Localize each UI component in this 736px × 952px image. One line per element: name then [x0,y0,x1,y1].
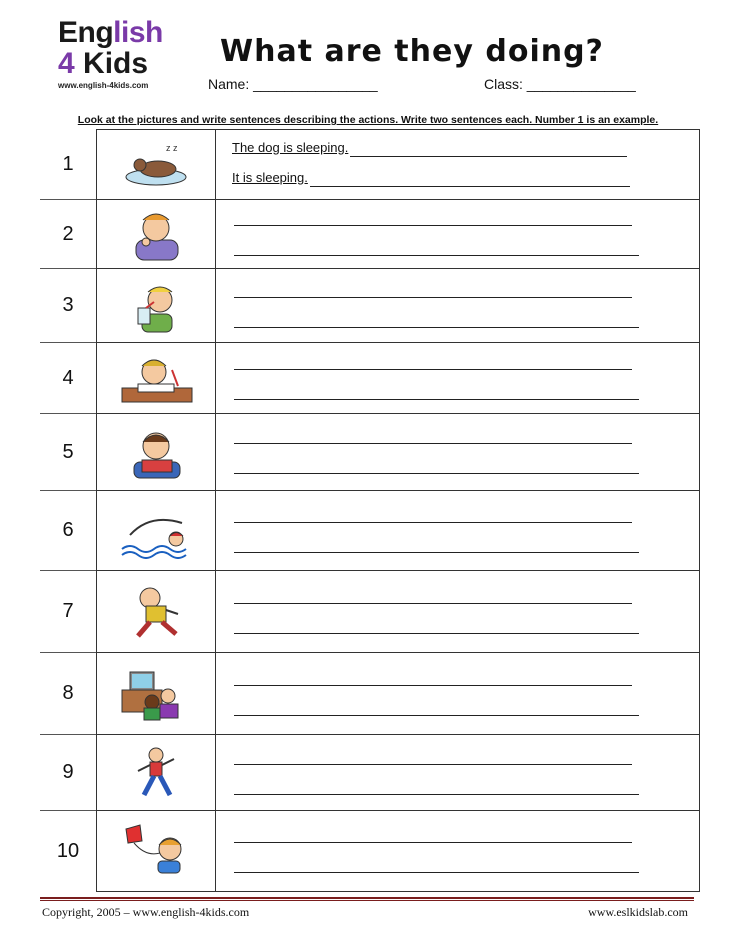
answer-rule [234,442,632,444]
answer-rule [234,254,639,256]
exercise-row [40,343,700,414]
logo-number: 4 [58,47,75,80]
answer-line[interactable] [232,821,699,851]
logo-word-part1: Eng [58,16,114,49]
answer-lines [216,343,700,414]
footer-divider [40,897,694,899]
row-number: 5 [40,414,97,491]
answer-rule [234,368,632,370]
row-number: 10 [40,811,97,892]
name-field[interactable]: Name: ________________ [208,76,378,92]
row-number: 2 [40,200,97,269]
answer-line[interactable] [232,664,699,694]
row-number: 9 [40,735,97,811]
answer-lines [216,491,700,571]
drinking-boy-icon [97,269,216,343]
answer-lines [216,130,700,200]
answer-rule [234,472,639,474]
exercise-row [40,735,700,811]
answer-text: It is sleeping. [232,169,308,185]
answer-lines [216,200,700,269]
walking-woman-icon [97,735,216,811]
answer-line[interactable] [232,234,699,264]
footer-divider-thin [40,900,694,901]
answer-line[interactable] [232,531,699,561]
answer-rule [350,155,627,157]
watching-tv-icon [97,653,216,735]
logo [58,18,168,90]
answer-rule [234,326,639,328]
answer-lines [216,735,700,811]
answer-lines [216,811,700,892]
answer-rule [234,871,639,873]
answer-line[interactable] [232,276,699,306]
svg-text:z z: z z [166,142,178,153]
row-number: 4 [40,343,97,414]
answer-line[interactable] [232,582,699,612]
kite-flying-boy-icon [97,811,216,892]
answer-line[interactable] [232,501,699,531]
eating-boy-icon [97,200,216,269]
exercise-table [40,129,700,892]
exercise-row [40,811,700,892]
answer-rule [310,185,630,187]
answer-rule [234,602,632,604]
answer-line[interactable] [232,165,699,195]
footer-site: www.eslkidslab.com [588,905,688,919]
answer-rule [234,296,632,298]
writing-boy-icon [97,343,216,414]
exercise-row [40,130,700,200]
answer-line[interactable] [232,694,699,724]
answer-rule [234,224,632,226]
answer-line[interactable] [232,452,699,482]
sleeping-dog-icon [97,130,216,200]
answer-line[interactable] [232,851,699,881]
exercise-row [40,414,700,491]
row-number: 6 [40,491,97,571]
answer-line[interactable] [232,422,699,452]
answer-rule [234,632,639,634]
exercise-row [40,269,700,343]
swimming-man-icon [97,491,216,571]
row-number: 7 [40,571,97,653]
logo-word-part2: lish [113,16,163,49]
row-number: 1 [62,152,74,175]
answer-rule [234,684,632,686]
exercise-row [40,571,700,653]
exercise-row [40,653,700,735]
answer-lines [216,269,700,343]
answer-rule [234,521,632,523]
instructions: Look at the pictures and write sentences describing the actions. Write two sentences each. Number 1 is an example. [77,114,659,126]
logo-word2: Kids [74,47,149,80]
logo-url: www.english-4kids.com [58,81,149,90]
exercise-row [40,491,700,571]
answer-line[interactable] [232,348,699,378]
answer-line[interactable] [232,135,699,165]
answer-line[interactable] [232,204,699,234]
answer-line[interactable] [232,378,699,408]
answer-rule [234,841,632,843]
class-field[interactable]: Class: ______________ [484,76,636,92]
answer-line[interactable] [232,306,699,336]
answer-lines [216,571,700,653]
answer-text: The dog is sleeping. [232,139,349,155]
answer-rule [234,398,639,400]
exercise-row [40,200,700,269]
reading-boy-icon [97,414,216,491]
answer-lines [216,653,700,735]
answer-line[interactable] [232,773,699,803]
footer-copyright: Copyright, 2005 – www.english-4kids.com [42,905,250,919]
answer-rule [234,551,639,553]
row-number: 3 [40,269,97,343]
answer-lines [216,414,700,491]
answer-rule [234,793,639,795]
page-title: What are they doing? [220,34,604,69]
answer-line[interactable] [232,612,699,642]
answer-rule [234,763,632,765]
running-man-icon [97,571,216,653]
answer-line[interactable] [232,743,699,773]
answer-rule [234,714,639,716]
row-number: 8 [40,653,97,735]
